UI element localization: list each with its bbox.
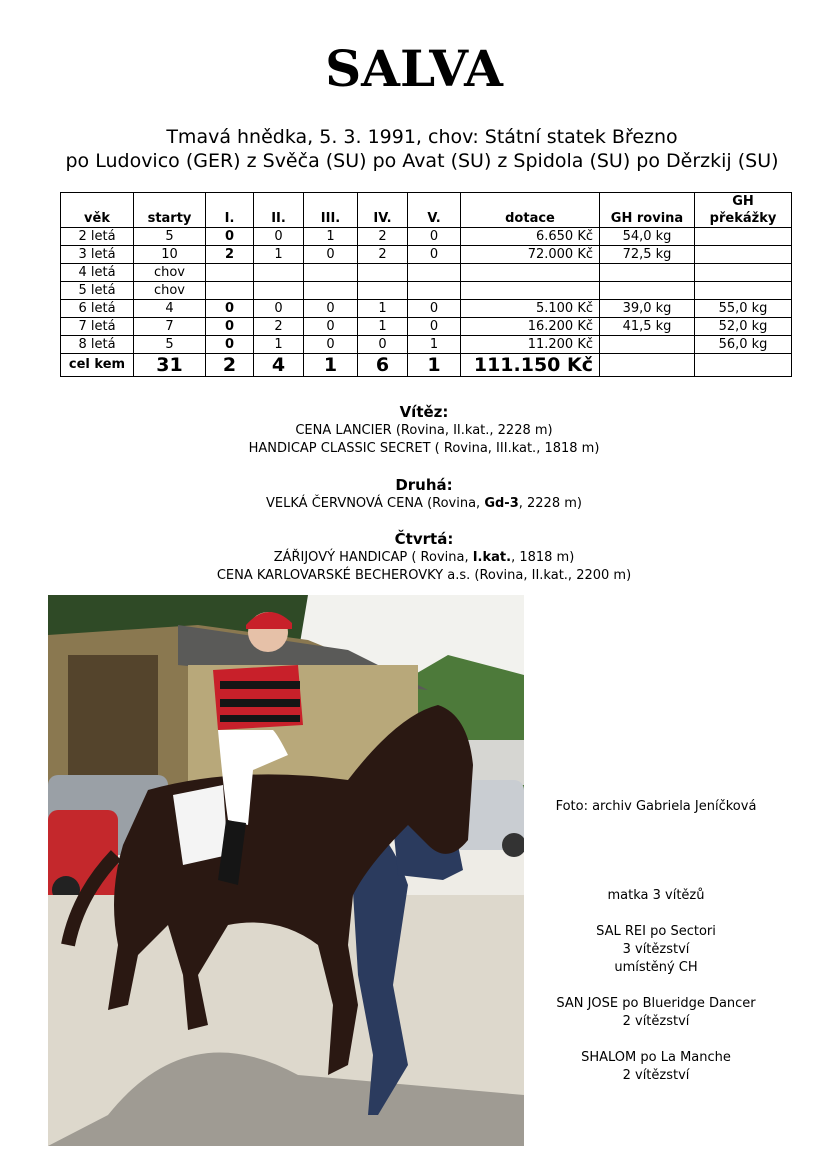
- col-header: dotace: [461, 193, 600, 228]
- table-cell: [600, 282, 695, 300]
- total-cell: [600, 354, 695, 377]
- offspring-name: SAN JOSE po Blueridge Dancer: [556, 996, 756, 1011]
- table-cell: [408, 282, 461, 300]
- table-cell: 39,0 kg: [600, 300, 695, 318]
- total-cell: 6: [358, 354, 408, 377]
- table-cell: 16.200 Kč: [461, 318, 600, 336]
- fourth-heading: Čtvrtá:: [394, 530, 454, 548]
- second-heading: Druhá:: [395, 476, 453, 494]
- table-cell: 1: [254, 246, 304, 264]
- table-cell: [695, 264, 792, 282]
- table-cell: chov: [134, 264, 206, 282]
- table-cell: 4 letá: [61, 264, 134, 282]
- table-cell: 1: [358, 300, 408, 318]
- table-cell: 0: [254, 300, 304, 318]
- total-cell: 2: [206, 354, 254, 377]
- total-cell: 111.150 Kč: [461, 354, 600, 377]
- total-cell: 31: [134, 354, 206, 377]
- winner-race: HANDICAP CLASSIC SECRET ( Rovina, III.kat., 1818 m): [248, 441, 600, 456]
- table-cell: [695, 282, 792, 300]
- table-cell: 0: [408, 228, 461, 246]
- total-cell: 1: [304, 354, 358, 377]
- col-header: V.: [408, 193, 461, 228]
- table-cell: 0: [304, 336, 358, 354]
- table-cell: [254, 282, 304, 300]
- table-cell: 0: [408, 300, 461, 318]
- table-cell: 0: [254, 228, 304, 246]
- offspring-wins: 2 vítězství: [622, 1014, 690, 1029]
- table-cell: 7: [134, 318, 206, 336]
- second-race: VELKÁ ČERVNOVÁ CENA (Rovina, Gd-3, 2228 m): [266, 496, 582, 511]
- table-cell: 0: [304, 246, 358, 264]
- col-header: I.: [206, 193, 254, 228]
- table-cell: 8 letá: [61, 336, 134, 354]
- second-place-section: [0, 475, 828, 513]
- fourth-race: CENA KARLOVARSKÉ BECHEROVKY a.s. (Rovina, II.kat., 2200 m): [216, 568, 632, 583]
- table-cell: 1: [408, 336, 461, 354]
- col-header: II.: [254, 193, 304, 228]
- col-header: věk: [61, 193, 134, 228]
- table-row: [61, 336, 792, 354]
- offspring-name: SAL REI po Sectori: [596, 924, 716, 939]
- table-cell: [358, 264, 408, 282]
- table-cell: 10: [134, 246, 206, 264]
- table-cell: 0: [206, 336, 254, 354]
- race-statistics-table: [60, 192, 792, 377]
- winner-section: [0, 402, 828, 458]
- col-header: IV.: [358, 193, 408, 228]
- table-cell: 7 letá: [61, 318, 134, 336]
- table-cell: [358, 282, 408, 300]
- fourth-place-section: [0, 529, 828, 585]
- total-cell: [695, 354, 792, 377]
- table-cell: 52,0 kg: [695, 318, 792, 336]
- horse-pedigree: po Ludovico (GER) z Svěča (SU) po Avat (SU) z Spidola (SU) po Děrzkij (SU): [65, 150, 779, 172]
- table-cell: 4: [134, 300, 206, 318]
- table-cell: 0: [304, 300, 358, 318]
- table-cell: [600, 264, 695, 282]
- table-cell: 1: [304, 228, 358, 246]
- winner-race: CENA LANCIER (Rovina, II.kat., 2228 m): [295, 423, 553, 438]
- col-header: GH rovina: [600, 193, 695, 228]
- table-cell: 72,5 kg: [600, 246, 695, 264]
- table-cell: 0: [206, 300, 254, 318]
- total-cell: cel kem: [61, 354, 134, 377]
- winner-heading: Vítěz:: [399, 403, 449, 421]
- table-cell: [461, 264, 600, 282]
- table-cell: [408, 264, 461, 282]
- col-header: III.: [304, 193, 358, 228]
- offspring-name: SHALOM po La Manche: [581, 1050, 731, 1065]
- table-cell: 3 letá: [61, 246, 134, 264]
- table-cell: 0: [304, 318, 358, 336]
- table-row: [61, 282, 792, 300]
- fourth-race: ZÁŘIJOVÝ HANDICAP ( Rovina, I.kat., 1818 m): [273, 550, 575, 565]
- table-cell: 6.650 Kč: [461, 228, 600, 246]
- table-row: [61, 228, 792, 246]
- table-cell: [304, 264, 358, 282]
- offspring-intro: matka 3 vítězů: [607, 888, 705, 903]
- table-cell: [461, 282, 600, 300]
- table-cell: 6 letá: [61, 300, 134, 318]
- table-cell: [254, 264, 304, 282]
- table-cell: 2 letá: [61, 228, 134, 246]
- photo-credit: Foto: archiv Gabriela Jeníčková: [555, 799, 757, 814]
- total-cell: 1: [408, 354, 461, 377]
- table-cell: 5: [134, 336, 206, 354]
- table-row: [61, 264, 792, 282]
- table-cell: [695, 246, 792, 264]
- horse-photo-illustration: [48, 595, 524, 1146]
- horse-photo: [48, 595, 524, 1146]
- table-cell: 0: [206, 228, 254, 246]
- offspring-note: umístěný CH: [614, 960, 698, 975]
- table-cell: [206, 282, 254, 300]
- col-header: GH překážky: [695, 193, 792, 228]
- offspring-wins: 2 vítězství: [622, 1068, 690, 1083]
- table-cell: 54,0 kg: [600, 228, 695, 246]
- table-row: [61, 318, 792, 336]
- col-header: starty: [134, 193, 206, 228]
- table-cell: 5 letá: [61, 282, 134, 300]
- table-cell: [206, 264, 254, 282]
- table-row: [61, 300, 792, 318]
- table-cell: 1: [358, 318, 408, 336]
- table-cell: 11.200 Kč: [461, 336, 600, 354]
- table-cell: 0: [206, 318, 254, 336]
- table-cell: 2: [206, 246, 254, 264]
- table-cell: 55,0 kg: [695, 300, 792, 318]
- table-row: [61, 246, 792, 264]
- table-cell: 1: [254, 336, 304, 354]
- table-cell: 5: [134, 228, 206, 246]
- table-cell: 2: [358, 228, 408, 246]
- table-cell: [600, 336, 695, 354]
- table-cell: 0: [358, 336, 408, 354]
- table-cell: 41,5 kg: [600, 318, 695, 336]
- table-total-row: [61, 354, 792, 377]
- offspring-info: [540, 887, 772, 1085]
- table-cell: 56,0 kg: [695, 336, 792, 354]
- table-cell: 2: [358, 246, 408, 264]
- horse-name-title: SALVA: [325, 39, 503, 98]
- table-header-row: [61, 193, 792, 228]
- table-cell: 0: [408, 318, 461, 336]
- offspring-wins: 3 vítězství: [622, 942, 690, 957]
- table-cell: 2: [254, 318, 304, 336]
- table-cell: 5.100 Kč: [461, 300, 600, 318]
- horse-description: Tmavá hnědka, 5. 3. 1991, chov: Státní statek Březno: [166, 126, 678, 148]
- table-cell: 0: [408, 246, 461, 264]
- total-cell: 4: [254, 354, 304, 377]
- table-cell: [304, 282, 358, 300]
- table-cell: 72.000 Kč: [461, 246, 600, 264]
- table-cell: chov: [134, 282, 206, 300]
- table-cell: [695, 228, 792, 246]
